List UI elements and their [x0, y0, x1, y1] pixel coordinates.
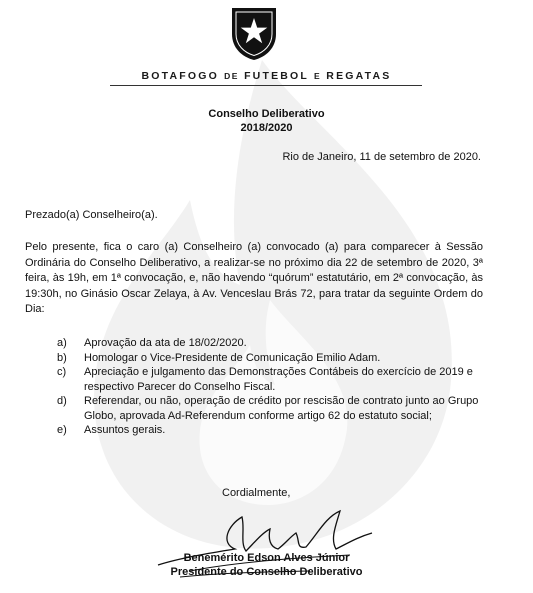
agenda-marker: b) [57, 351, 67, 364]
agenda-text: Aprovação da ata de 18/02/2020. [84, 337, 247, 349]
agenda-marker: e) [57, 424, 67, 436]
header-divider [110, 85, 422, 86]
agenda-marker: a) [57, 337, 67, 349]
botafogo-crest-icon [230, 6, 278, 62]
council-term: 2018/2020 [240, 122, 293, 134]
agenda-text: Assuntos gerais. [84, 424, 166, 436]
agenda-text: Referendar, ou não, operação de crédito por rescisão de contrato junto ao Grupo Globo, aprovada Ad-Referendum conforme artigo 62 do estatuto social; [84, 395, 479, 422]
signer-block [0, 551, 533, 579]
signer-name: Benemérito Edson Alves Júnior [183, 552, 350, 564]
agenda-marker: c) [57, 366, 67, 378]
agenda-text: Apreciação e julgamento das Demonstrações Contábeis do exercício de 2019 e respectivo Parecer do Conselho Fiscal. [84, 366, 473, 393]
agenda-item [57, 351, 483, 366]
council-heading [0, 107, 533, 135]
agenda-item [57, 423, 483, 438]
signer-title: Presidente do Conselho Deliberativo [170, 566, 363, 578]
date-line: Rio de Janeiro, 11 de setembro de 2020. [282, 151, 481, 163]
club-name: BOTAFOGO DE FUTEBOL E REGATAS [141, 70, 392, 82]
agenda-marker: d) [57, 395, 67, 407]
letter-body: Pelo presente, fica o caro (a) Conselheiro (a) convocado (a) para comparecer à Sessão Ordinária do Conselho Deliberativo, a realizar-se no próximo dia 22 de setembro de 2020, 3ª feira, às 19h, em 1ª convocação, e, não havendo “quórum” estatutário, em 2ª convocação, às 19:30h, no Ginásio Oscar Zelaya, à Av. Venceslau Brás 72, para tratar da seguinte Ordem do Dia: [25, 241, 483, 315]
greeting: Prezado(a) Conselheiro(a). [25, 209, 158, 221]
agenda-item [57, 336, 483, 351]
council-name: Conselho Deliberativo [208, 108, 325, 120]
agenda-item [57, 365, 483, 394]
agenda-item [57, 394, 483, 423]
closing: Cordialmente, [222, 487, 291, 499]
agenda-list [57, 336, 483, 438]
agenda-text: Homologar o Vice-Presidente de Comunicação Emilio Adam. [84, 351, 381, 364]
